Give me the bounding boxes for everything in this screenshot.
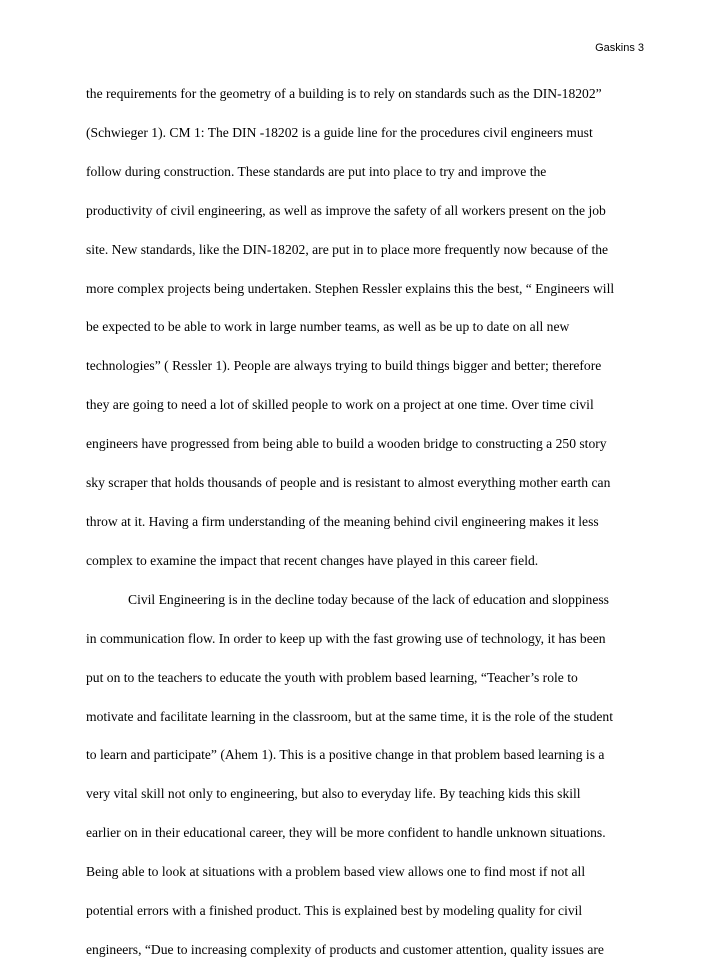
text-line: put on to the teachers to educate the youth with problem based learning, “Teacher’s role to xyxy=(86,669,578,685)
text-line: technologies” ( Ressler 1). People are always trying to build things bigger and better; therefore xyxy=(86,358,602,374)
text-line: to learn and participate” (Ahem 1). This is a positive change in that problem based learning is a xyxy=(86,747,605,763)
text-line: motivate and facilitate learning in the classroom, but at the same time, it is the role of the student xyxy=(86,708,613,724)
text-line: productivity of civil engineering, as well as improve the safety of all workers present on the job xyxy=(86,202,606,218)
text-line: site. New standards, like the DIN-18202, are put in to place more frequently now because of the xyxy=(86,241,609,257)
text-line: be expected to be able to work in large number teams, as well as be up to date on all new xyxy=(86,319,570,335)
text-line: throw at it. Having a firm understanding of the meaning behind civil engineering makes it less xyxy=(86,513,599,529)
text-line: engineers, “Due to increasing complexity of products and customer attention, quality issues are xyxy=(86,941,604,957)
text-line: (Schwieger 1). CM 1: The DIN -18202 is a guide line for the procedures civil engineers must xyxy=(86,124,593,140)
text-line: potential errors with a finished product. This is explained best by modeling quality for civil xyxy=(86,903,583,919)
text-line: earlier on in their educational career, they will be more confident to handle unknown situations. xyxy=(86,825,606,841)
running-head: Gaskins 3 xyxy=(595,42,644,54)
text-line: in communication flow. In order to keep up with the fast growing use of technology, it has been xyxy=(86,630,606,646)
text-line: the requirements for the geometry of a building is to rely on standards such as the DIN-18202” xyxy=(86,86,602,101)
text-line: more complex projects being undertaken. Stephen Ressler explains this the best, “ Engineers will xyxy=(86,280,615,296)
text-line: engineers have progressed from being able to build a wooden bridge to constructing a 250 story xyxy=(86,436,607,452)
text-line: complex to examine the impact that recent changes have played in this career field. xyxy=(86,552,539,568)
text-line: very vital skill not only to engineering, but also to everyday life. By teaching kids this skill xyxy=(86,786,581,802)
text-line: follow during construction. These standards are put into place to try and improve the xyxy=(86,163,547,179)
text-line: Being able to look at situations with a problem based view allows one to find most if not all xyxy=(86,864,586,880)
body-text xyxy=(86,75,660,970)
text-line: sky scraper that holds thousands of people and is resistant to almost everything mother earth can xyxy=(86,475,611,491)
paragraph-start-line: Civil Engineering is in the decline today because of the lack of education and sloppiness xyxy=(128,591,609,607)
text-line: they are going to need a lot of skilled people to work on a project at one time. Over time civil xyxy=(86,397,594,413)
